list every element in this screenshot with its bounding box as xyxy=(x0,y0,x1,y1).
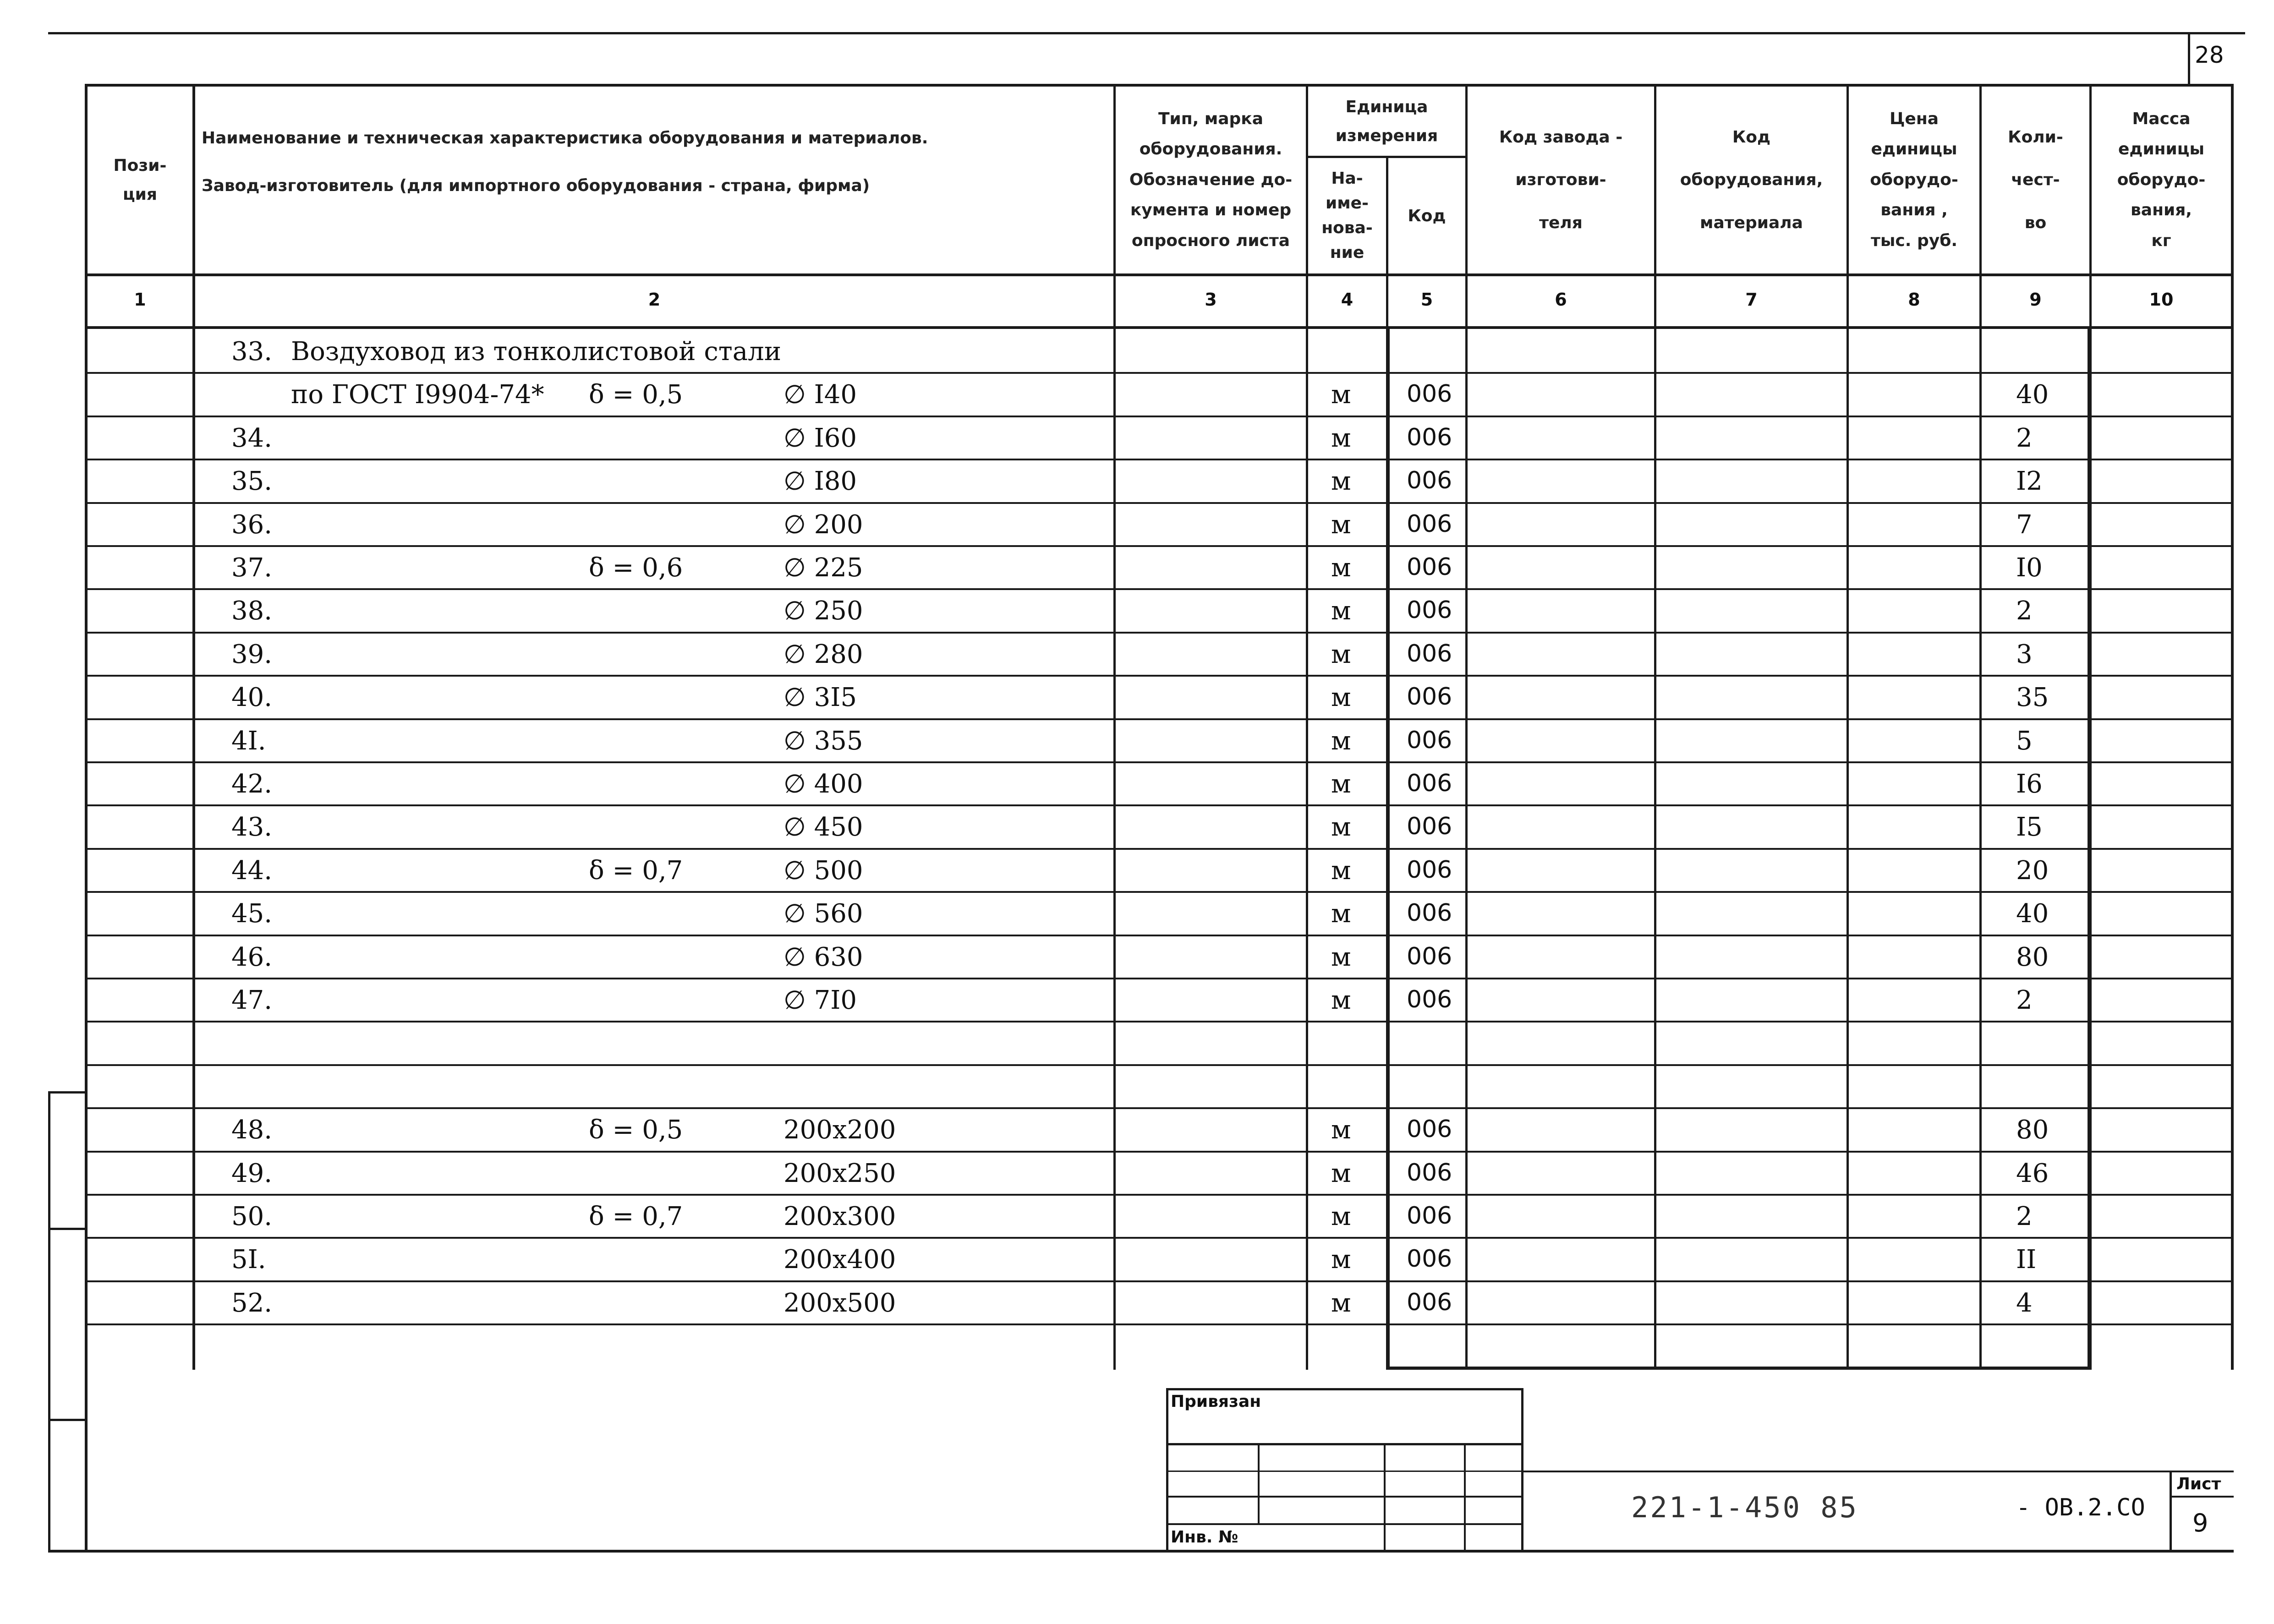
row-position: 4I. xyxy=(231,726,266,756)
header-unit-name xyxy=(1308,158,1386,273)
colnum-3: 3 xyxy=(1205,290,1217,310)
row-unit: м xyxy=(1331,1288,1351,1318)
row-position: 38. xyxy=(231,596,273,626)
header-position xyxy=(88,87,192,273)
header-type xyxy=(1116,87,1306,273)
row-dimension: ∅ 280 xyxy=(784,640,863,669)
row-quantity: 35 xyxy=(2016,683,2049,712)
row-quantity: 40 xyxy=(2016,380,2049,410)
row-position: 37. xyxy=(231,553,273,583)
row-separator xyxy=(88,545,2231,547)
margin-h3 xyxy=(48,1419,85,1421)
top-rule xyxy=(48,32,2245,34)
margin-v1 xyxy=(48,1091,50,1552)
row-text: Воздуховод из тонколистовой стали xyxy=(291,337,782,366)
stamp-h4 xyxy=(1166,1523,1523,1525)
row-unit-code: 006 xyxy=(1407,510,1452,538)
sheet-corner-number: 28 xyxy=(2195,42,2224,68)
row-separator xyxy=(88,632,2231,634)
header-line: во xyxy=(2024,213,2047,232)
document-suffix: - ОВ.2.СО xyxy=(2016,1494,2145,1521)
row-separator xyxy=(88,1323,2231,1325)
row-position: 45. xyxy=(231,899,273,929)
header-line: Наименование и техническая характеристика оборудования и материалов. xyxy=(202,129,928,148)
header-unit-code xyxy=(1388,158,1465,273)
row-dimension: ∅ 450 xyxy=(784,812,863,842)
row-thickness: δ = 0,7 xyxy=(589,856,683,886)
row-unit: м xyxy=(1331,683,1351,712)
margin-h1 xyxy=(48,1091,85,1094)
inv-label: Инв. № xyxy=(1171,1528,1238,1547)
bottom-rule xyxy=(48,1550,2234,1553)
header-factory-code xyxy=(1468,87,1654,273)
row-unit: м xyxy=(1331,942,1351,972)
header-line: измерения xyxy=(1335,126,1438,145)
header-bottom xyxy=(85,273,2234,276)
document-number: 221-1-450 85 xyxy=(1631,1491,1858,1524)
row-quantity: 20 xyxy=(2016,856,2049,886)
row-separator xyxy=(88,502,2231,504)
row-dimension: ∅ I40 xyxy=(784,380,857,410)
header-line: нова- xyxy=(1321,219,1373,237)
row-dimension: ∅ 355 xyxy=(784,726,863,756)
row-unit-code: 006 xyxy=(1407,1202,1452,1230)
row-position: 36. xyxy=(231,510,273,540)
row-unit: м xyxy=(1331,1115,1351,1145)
header-line: вания, xyxy=(2131,201,2192,220)
vline-7 xyxy=(1847,84,1849,1370)
row-dimension: ∅ 500 xyxy=(784,856,863,886)
row-dimension: ∅ 560 xyxy=(784,899,863,929)
header-line: Единица xyxy=(1345,97,1428,116)
row-position: 48. xyxy=(231,1115,273,1145)
row-separator xyxy=(88,1151,2231,1153)
row-unit-code: 006 xyxy=(1407,727,1452,754)
row-unit: м xyxy=(1331,726,1351,756)
header-line: име- xyxy=(1325,194,1369,213)
row-quantity: I2 xyxy=(2016,466,2043,496)
stamp-v2 xyxy=(1384,1443,1386,1552)
row-unit: м xyxy=(1331,466,1351,496)
row-unit: м xyxy=(1331,640,1351,669)
row-unit-code: 006 xyxy=(1407,813,1452,840)
colnum-1: 1 xyxy=(134,290,146,310)
row-thickness: δ = 0,6 xyxy=(589,553,683,583)
header-line: кумента и номер xyxy=(1130,201,1292,220)
title-block-top xyxy=(1521,1471,2234,1472)
row-unit-code: 006 xyxy=(1407,943,1452,970)
header-line: оборудования. xyxy=(1139,140,1282,159)
row-separator xyxy=(88,978,2231,979)
header-line: ция xyxy=(122,185,157,204)
row-separator xyxy=(88,848,2231,850)
row-quantity: 2 xyxy=(2016,596,2033,626)
row-separator xyxy=(88,1280,2231,1282)
header-quantity xyxy=(1982,87,2089,273)
row-dimension: ∅ 400 xyxy=(784,769,863,799)
row-position: 50. xyxy=(231,1202,273,1231)
vline-2 xyxy=(1113,84,1116,1370)
row-quantity: I6 xyxy=(2016,769,2043,799)
row-dimension: 200x300 xyxy=(784,1202,896,1231)
row-position: 39. xyxy=(231,640,273,669)
row-position: 46. xyxy=(231,942,273,972)
header-mass xyxy=(2092,87,2231,273)
row-dimension: ∅ 250 xyxy=(784,596,863,626)
row-position: 40. xyxy=(231,683,273,712)
colnum-5: 5 xyxy=(1420,290,1433,310)
row-dimension: ∅ 200 xyxy=(784,510,863,540)
row-position: 44. xyxy=(231,856,273,886)
row-unit-code: 006 xyxy=(1407,986,1452,1013)
row-separator xyxy=(88,891,2231,893)
row-separator xyxy=(88,804,2231,806)
stamp-h2 xyxy=(1166,1471,1523,1472)
row-unit-code: 006 xyxy=(1407,770,1452,797)
row-unit: м xyxy=(1331,510,1351,540)
colnum-2: 2 xyxy=(648,290,661,310)
header-line: единицы xyxy=(1871,140,1957,159)
row-quantity: 3 xyxy=(2016,640,2033,669)
row-position: 49. xyxy=(231,1159,273,1188)
row-unit-code: 006 xyxy=(1407,683,1452,711)
row-unit: м xyxy=(1331,899,1351,929)
row-quantity: 80 xyxy=(2016,942,2049,972)
row-separator xyxy=(88,718,2231,720)
row-dimension: 200x500 xyxy=(784,1288,896,1318)
row-unit: м xyxy=(1331,553,1351,583)
row-quantity: I0 xyxy=(2016,553,2043,583)
stamp-h1 xyxy=(1166,1443,1523,1445)
header-line: Код xyxy=(1732,127,1771,147)
header-line: тыс. руб. xyxy=(1870,231,1958,250)
thick-bottom xyxy=(1386,1367,2091,1370)
row-separator xyxy=(88,1021,2231,1023)
colnum-8: 8 xyxy=(1908,290,1920,310)
row-quantity: 2 xyxy=(2016,985,2033,1015)
row-unit: м xyxy=(1331,856,1351,886)
row-quantity: 4 xyxy=(2016,1288,2033,1318)
vline-8 xyxy=(1979,84,1982,1370)
header-line: Код завода - xyxy=(1499,127,1623,147)
row-position: 35. xyxy=(231,466,273,496)
colnum-10: 10 xyxy=(2149,290,2174,310)
row-text: по ГОСТ I9904-74* xyxy=(291,380,544,410)
header-line: оборудо- xyxy=(1870,170,1958,189)
row-unit-code: 006 xyxy=(1407,553,1452,581)
row-separator xyxy=(88,459,2231,460)
privyazan-label: Привязан xyxy=(1171,1392,1261,1411)
header-line: изготови- xyxy=(1515,170,1606,190)
header-name xyxy=(202,115,1095,206)
row-unit: м xyxy=(1331,423,1351,453)
row-unit: м xyxy=(1331,1245,1351,1274)
row-unit-code: 006 xyxy=(1407,424,1452,451)
row-dimension: 200x250 xyxy=(784,1159,896,1188)
row-unit-code: 006 xyxy=(1407,640,1452,667)
row-unit: м xyxy=(1331,1202,1351,1231)
row-dimension: ∅ I60 xyxy=(784,423,857,453)
row-quantity: 5 xyxy=(2016,726,2033,756)
row-quantity: 2 xyxy=(2016,1202,2033,1231)
row-thickness: δ = 0,7 xyxy=(589,1202,683,1231)
sheet-box-left xyxy=(2170,1471,2172,1552)
colnum-bottom xyxy=(85,326,2234,329)
table-right xyxy=(2231,84,2234,1370)
row-thickness: δ = 0,5 xyxy=(589,1115,683,1145)
row-dimension: 200x400 xyxy=(784,1245,896,1274)
header-line: Цена xyxy=(1890,109,1939,128)
header-line: Коли- xyxy=(2008,127,2063,147)
vline-3 xyxy=(1306,84,1308,1370)
row-position: 43. xyxy=(231,812,273,842)
colnum-9: 9 xyxy=(2029,290,2042,310)
row-dimension: 200x200 xyxy=(784,1115,896,1145)
header-line: оборудования, xyxy=(1680,170,1823,190)
row-separator xyxy=(88,416,2231,417)
header-line: На- xyxy=(1331,169,1363,188)
row-separator xyxy=(88,1064,2231,1066)
row-unit-code: 006 xyxy=(1407,596,1452,624)
row-unit: м xyxy=(1331,769,1351,799)
vline-6 xyxy=(1654,84,1656,1370)
row-position: 42. xyxy=(231,769,273,799)
row-position: 5I. xyxy=(231,1245,266,1274)
header-line: ние xyxy=(1330,243,1364,262)
row-dimension: ∅ 630 xyxy=(784,942,863,972)
row-separator xyxy=(88,761,2231,763)
row-quantity: 40 xyxy=(2016,899,2049,929)
row-unit-code: 006 xyxy=(1407,856,1452,884)
row-unit-code: 006 xyxy=(1407,899,1452,927)
row-dimension: ∅ 225 xyxy=(784,553,863,583)
row-separator xyxy=(88,935,2231,936)
header-line: вания , xyxy=(1880,201,1948,220)
row-dimension: ∅ I80 xyxy=(784,466,857,496)
header-line: Пози- xyxy=(113,156,167,175)
row-unit-code: 006 xyxy=(1407,1289,1452,1316)
header-line: опросного листа xyxy=(1131,231,1290,250)
header-line: чест- xyxy=(2011,170,2060,190)
header-equipment-code xyxy=(1656,87,1847,273)
header-line: Код xyxy=(1408,206,1446,225)
row-unit-code: 006 xyxy=(1407,1245,1452,1273)
row-separator xyxy=(88,1107,2231,1109)
row-thickness: δ = 0,5 xyxy=(589,380,683,410)
row-unit-code: 006 xyxy=(1407,380,1452,408)
row-unit: м xyxy=(1331,596,1351,626)
stamp-v1 xyxy=(1258,1443,1260,1523)
header-line: Завод-изготовитель (для импортного оборудования - страна, фирма) xyxy=(202,176,870,196)
row-separator xyxy=(88,675,2231,677)
sheet-box-mid xyxy=(2170,1496,2234,1498)
row-quantity: 2 xyxy=(2016,423,2033,453)
row-quantity: II xyxy=(2016,1245,2037,1274)
row-unit: м xyxy=(1331,380,1351,410)
header-line: Тип, марка xyxy=(1158,109,1264,128)
row-separator xyxy=(88,372,2231,374)
stamp-left xyxy=(1166,1388,1168,1552)
stamp-top xyxy=(1166,1388,1523,1390)
header-line: единицы xyxy=(2118,140,2205,159)
row-unit-code: 006 xyxy=(1407,1159,1452,1187)
row-position: 52. xyxy=(231,1288,273,1318)
row-unit: м xyxy=(1331,812,1351,842)
row-dimension: ∅ 3I5 xyxy=(784,683,857,712)
row-quantity: 80 xyxy=(2016,1115,2049,1145)
colnum-4: 4 xyxy=(1341,290,1353,310)
header-line: Масса xyxy=(2132,109,2191,128)
sheet-number: 9 xyxy=(2192,1509,2208,1537)
margin-h2 xyxy=(48,1228,85,1230)
sheet-label: Лист xyxy=(2176,1475,2221,1493)
header-line: материала xyxy=(1700,213,1803,232)
corner-box-left xyxy=(2188,32,2190,85)
colnum-7: 7 xyxy=(1745,290,1758,310)
stamp-right xyxy=(1521,1388,1523,1552)
stamp-h3 xyxy=(1166,1496,1523,1498)
row-position: 34. xyxy=(231,423,273,453)
colnum-6: 6 xyxy=(1555,290,1567,310)
row-unit-code: 006 xyxy=(1407,1115,1452,1143)
row-quantity: I5 xyxy=(2016,812,2043,842)
row-unit: м xyxy=(1331,1159,1351,1188)
header-line: оборудо- xyxy=(2117,170,2206,189)
vline-5 xyxy=(1465,84,1468,1370)
header-price xyxy=(1849,87,1979,273)
row-separator xyxy=(88,588,2231,590)
row-position: 47. xyxy=(231,985,273,1015)
header-line: Обозначение до- xyxy=(1129,170,1293,189)
stamp-v3 xyxy=(1464,1443,1466,1552)
row-unit-code: 006 xyxy=(1407,467,1452,494)
row-separator xyxy=(88,1194,2231,1196)
header-line: кг xyxy=(2151,231,2171,250)
row-quantity: 46 xyxy=(2016,1159,2049,1188)
row-quantity: 7 xyxy=(2016,510,2033,540)
row-position: 33. xyxy=(231,337,273,366)
vline-1 xyxy=(192,84,195,1370)
row-unit: м xyxy=(1331,985,1351,1015)
row-separator xyxy=(88,1237,2231,1239)
row-dimension: ∅ 7I0 xyxy=(784,985,857,1015)
header-line: теля xyxy=(1539,213,1583,232)
header-unit-group xyxy=(1308,87,1465,156)
